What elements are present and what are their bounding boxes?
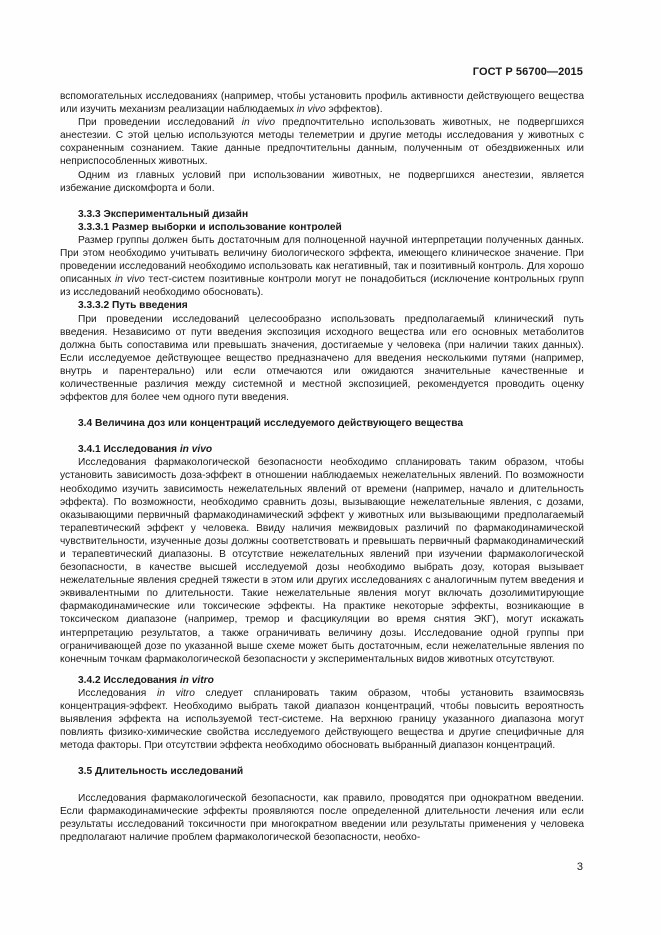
text-run: 3.5 Длительность исследований bbox=[78, 766, 244, 778]
text-run: 3.3.3.1 Размер выборки и использование контролей bbox=[78, 221, 342, 233]
paragraph bbox=[60, 792, 584, 844]
spacer bbox=[60, 430, 584, 443]
text-run: предпочтительно использовать животных, не подвергшихся анестезии. С этой целью используются методы телеметрии и другие методы исследования у животных с сохраненным сознанием. Такие данные предпочтительны данным, полученным от обездвиженных или неприспособленных животных. bbox=[60, 117, 584, 168]
paragraph bbox=[60, 234, 584, 299]
paragraph bbox=[60, 90, 584, 116]
section-heading bbox=[60, 208, 584, 221]
text-run: Исследования фармакологической безопасности необходимо спланировать таким образом, чтобы установить зависимость доза-эффект в отношении наблюдаемых нежелательных явлений. По возможности необходимо изучить зависимость нежелательных явлений от времени (например, начало и длительность эффекта). По возможности, необходимо сравнить дозы, вызывающие нежелательные явления, с дозами, оказывающими первичный фармакодинамический эффект у животных или вызывающими предполагаемый терапевтический эффект у человека. Ввиду наличия межвидовых различий по фармакодинамической чувствительности, изученные дозы должны соответствовать и превышать первичный фармакодинамический и терапевтический диапазоны. В отсутствие нежелательных явлений при изучении фармакологической безопасности, в качестве высшей исследуемой дозы необходимо выбрать дозу, которая вызывает нежелательные явления средней тяжести в этом или других исследованиях с аналогичным путем введения и эквивалентными по длительности. Такие нежелательные явления могут включать дозолимитирующие фармакодинамические или токсические эффекты. На практике некоторые эффекты, возникающие в токсическом диапазоне (например, тремор и фасцикуляции во время снятия ЭКГ), могут искажать интерпретацию результатов, а также ограничивать величину дозы. Исследование одной группы при ограничивающей дозе по указанной выше схеме может быть достаточным, если нежелательные явления по конечным точкам фармакологической безопасности у экспериментальных видов животных отсутствуют. bbox=[60, 457, 584, 665]
text-run: Исследования bbox=[78, 687, 157, 699]
section-heading bbox=[60, 765, 584, 778]
section-heading bbox=[60, 674, 584, 687]
section-heading bbox=[60, 299, 584, 312]
spacer bbox=[60, 779, 584, 792]
text-run: 3.3.3 Экспериментальный дизайн bbox=[78, 208, 249, 220]
italic-term: in vitro bbox=[179, 674, 214, 686]
spacer bbox=[60, 666, 584, 674]
text-run: эффектов). bbox=[325, 104, 383, 116]
text-run: 3.4.1 Исследования bbox=[78, 444, 180, 456]
spacer bbox=[60, 404, 584, 417]
paragraph bbox=[60, 169, 584, 195]
text-run: Размер группы должен быть достаточным для полноценной научной интерпретации полученных данных. При этом необходимо учитывать величину биологического эффекта, имеющего клиническое значение. При проведении исследований необходимо использовать как негативный, так и позитивный контроль. Для хорошо описанных bbox=[60, 234, 584, 286]
text-run: 3.3.3.2 Путь введения bbox=[78, 300, 188, 312]
standard-header: ГОСТ Р 56700—2015 bbox=[472, 66, 583, 78]
section-heading bbox=[60, 221, 584, 234]
italic-term: in vivo bbox=[296, 104, 326, 116]
text-run: 3.4.2 Исследования bbox=[78, 674, 180, 686]
text-run: следует спланировать таким образом, чтобы установить взаимосвязь концентрация-эффект. Необходимо выбрать такой диапазон концентраций, чтобы повысить вероятность выявления эффекта на используемой тест-системе. На верхнюю границу указанного диапазона могут повлиять физико-химические свойства исследуемого действующего вещества и другие специфичные для метода факторы. При отсутствии эффекта необходимо обосновать выбранный диапазон концентраций. bbox=[60, 687, 585, 752]
paragraph bbox=[60, 313, 584, 405]
italic-term: in vivo bbox=[179, 444, 213, 456]
text-run: При проведении исследований bbox=[78, 117, 242, 129]
page-number: 3 bbox=[576, 861, 583, 873]
section-heading bbox=[60, 443, 584, 456]
italic-term: in vivo bbox=[115, 274, 145, 286]
italic-term: in vivo bbox=[241, 117, 276, 129]
document-body bbox=[60, 90, 584, 844]
paragraph bbox=[60, 456, 584, 666]
text-run: Одним из главных условий при использовании животных, не подвергшихся анестезии, является избежание дискомфорта и боли. bbox=[60, 169, 584, 194]
section-heading bbox=[60, 417, 584, 430]
paragraph bbox=[60, 116, 584, 168]
text-run: вспомогательных исследованиях (например, чтобы установить профиль активности действующего вещества или изучить механизм реализации наблюдаемых bbox=[60, 91, 584, 116]
paragraph bbox=[60, 687, 584, 752]
italic-term: in vitro bbox=[157, 687, 195, 699]
text-run: Исследования фармакологической безопасности, как правило, проводятся при однократном введении. Если фармакодинамические эффекты проявляются после определенной длительности лечения или если результаты исследований токсичности при многократном введении или результаты применения у человека предполагают наличие проблем фармакологической безопасности, необхо- bbox=[60, 792, 584, 843]
spacer bbox=[60, 195, 584, 208]
spacer bbox=[60, 752, 584, 765]
text-run: тест-систем позитивные контроли могут не понадобиться (исключение контрольных групп из исследований необходимо обосновать). bbox=[60, 274, 584, 299]
text-run: При проведении исследований целесообразно использовать предполагаемый клинический путь введения. Независимо от пути введения экспозиция исходного вещества или его основных метаболитов должна быть сопоставима или превышать значения, достигаемые у человека (при наличии таких данных). Если исследуемое действующее вещество предназначено для введения несколькими путями (например, внутрь и парентерально) или если отмечаются или ожидаются значительные качественные и количественные различия между системной и местной экспозицией, рекомендуется проводить оценку эффектов для более чем одного пути введения. bbox=[60, 313, 584, 404]
text-run: 3.4 Величина доз или концентраций исследуемого действующего вещества bbox=[78, 418, 464, 430]
